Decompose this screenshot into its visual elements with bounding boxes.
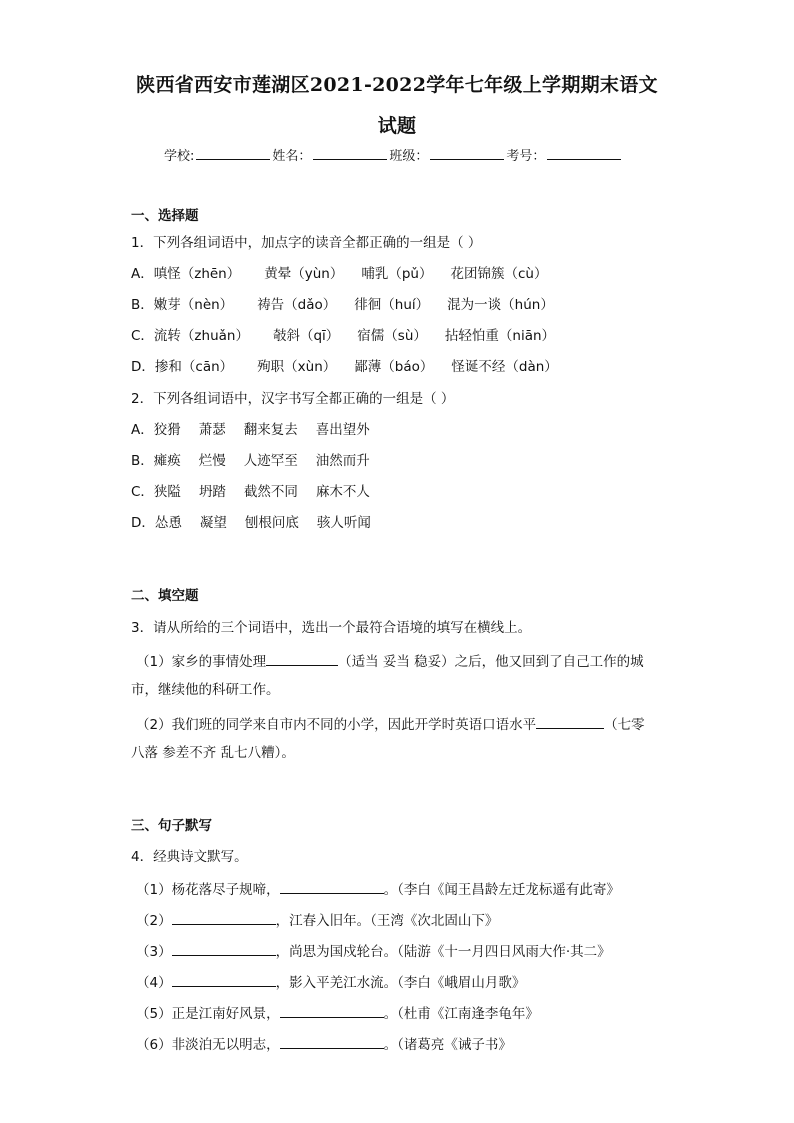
option-text: 人迹罕至: [243, 453, 298, 469]
item-text: （6）非淡泊无以明志，: [136, 1037, 280, 1053]
item-text: （3）: [136, 944, 172, 960]
option-text: 怪诞不经（dàn）: [451, 359, 558, 375]
option-text: B．嫩芽（nèn）: [131, 297, 234, 313]
section-heading: 二、填空题: [131, 588, 199, 604]
student-info-row: [164, 145, 623, 164]
number-label: 考号：: [506, 149, 546, 164]
item-text: 。（李白《闻王昌龄左迁龙标遥有此寄》: [383, 882, 620, 898]
item-text: 。（诸葛亮《诫子书》: [383, 1037, 512, 1053]
option-text: 喜出望外: [315, 422, 370, 438]
option-text: A．嗔怪（zhēn）: [131, 266, 241, 282]
option-b[interactable]: [131, 452, 370, 470]
option-text: 鄙薄（báo）: [354, 359, 434, 375]
option-d[interactable]: [131, 514, 371, 532]
class-blank[interactable]: [430, 146, 504, 160]
sub-question-continued: 八落 参差不齐 乱七八糟）。: [131, 745, 295, 761]
option-text: A．狡猾: [131, 422, 181, 438]
recitation-item: [136, 972, 525, 992]
option-text: 翻来复去: [243, 422, 298, 438]
recitation-item: [136, 1034, 512, 1054]
recitation-item: [136, 941, 611, 961]
option-text: 油然而升: [315, 453, 370, 469]
item-text: （5）正是江南好风景，: [136, 1006, 280, 1022]
option-text: 宿儒（sù）: [357, 328, 427, 344]
option-text: 麻木不人: [315, 484, 370, 500]
option-text: 拈轻怕重（niān）: [444, 328, 556, 344]
school-label: 学校:: [164, 149, 195, 164]
answer-blank[interactable]: [280, 1003, 384, 1018]
sub-question-text: （1）家乡的事情处理: [136, 654, 267, 670]
option-c[interactable]: [131, 483, 370, 501]
answer-blank[interactable]: [280, 1034, 384, 1049]
item-text: 。（杜甫《江南逢李龟年》: [383, 1006, 539, 1022]
answer-blank[interactable]: [280, 879, 384, 894]
option-text: 哺乳（pǔ）: [361, 266, 433, 282]
sub-question-text: （七零: [604, 717, 645, 733]
option-text: 烂慢: [198, 453, 226, 469]
answer-blank[interactable]: [536, 714, 604, 729]
exam-title-line2: 试题: [377, 115, 417, 137]
recitation-item: [136, 1003, 539, 1023]
class-label: 班级：: [389, 149, 429, 164]
question-stem: 1．下列各组词语中，加点字的读音全都正确的一组是（ ）: [131, 235, 482, 251]
sub-question-text: （2）我们班的同学来自市内不同的小学，因此开学时英语口语水平: [136, 717, 537, 733]
option-c[interactable]: [131, 327, 555, 345]
name-label: 姓名：: [272, 149, 312, 164]
option-text: 黄晕（yùn）: [264, 266, 344, 282]
option-text: 祷告（dǎo）: [257, 297, 337, 313]
sub-question: [136, 651, 644, 671]
option-text: C．流转（zhuǎn）: [131, 328, 249, 344]
question-stem: 2．下列各组词语中，汉字书写全都正确的一组是（ ）: [131, 391, 455, 407]
sub-question-continued: 市，继续他的科研工作。: [131, 682, 280, 698]
option-a[interactable]: [131, 421, 370, 439]
option-text: 花团锦簇（cù）: [450, 266, 548, 282]
option-text: 刨根问底: [244, 515, 299, 531]
option-text: 徘徊（huí）: [354, 297, 430, 313]
option-text: 殉职（xùn）: [257, 359, 337, 375]
item-text: ，尚思为国戍轮台。（陆游《十一月四日风雨大作·其二》: [275, 944, 611, 960]
sub-question: [136, 714, 645, 734]
question-stem: 4．经典诗文默写。: [131, 849, 248, 865]
option-text: 骇人听闻: [316, 515, 371, 531]
question-stem: 3．请从所给的三个词语中，选出一个最符合语境的填写在横线上。: [131, 620, 532, 636]
option-d[interactable]: [131, 358, 558, 376]
answer-blank[interactable]: [172, 972, 276, 987]
section-heading: 一、选择题: [131, 208, 199, 224]
option-text: 萧瑟: [198, 422, 226, 438]
exam-title-line1: 陕西省西安市莲湖区2021-2022学年七年级上学期期末语文: [136, 74, 658, 96]
option-b[interactable]: [131, 296, 554, 314]
item-text: ，江春入旧年。（王湾《次北固山下》: [275, 913, 499, 929]
item-text: （4）: [136, 975, 172, 991]
number-blank[interactable]: [547, 146, 621, 160]
option-text: 截然不同: [243, 484, 298, 500]
recitation-item: [136, 879, 620, 899]
sub-question-text: （适当 妥当 稳妥）之后，他又回到了自己工作的城: [338, 654, 644, 670]
option-text: B．瘫痪: [131, 453, 181, 469]
option-text: C．狭隘: [131, 484, 181, 500]
name-blank[interactable]: [313, 146, 387, 160]
item-text: ，影入平羌江水流。（李白《峨眉山月歌》: [275, 975, 526, 991]
item-text: （1）杨花落尽子规啼，: [136, 882, 280, 898]
answer-blank[interactable]: [172, 941, 276, 956]
option-text: D．掺和（cān）: [131, 359, 234, 375]
option-text: D．怂恿: [131, 515, 182, 531]
item-text: （2）: [136, 913, 172, 929]
option-text: 攲斜（qī）: [272, 328, 340, 344]
option-a[interactable]: [131, 265, 547, 283]
section-heading: 三、句子默写: [131, 818, 212, 834]
option-text: 混为一谈（hún）: [447, 297, 554, 313]
option-text: 坍踏: [198, 484, 226, 500]
answer-blank[interactable]: [266, 651, 338, 666]
option-text: 凝望: [199, 515, 227, 531]
school-blank[interactable]: [196, 146, 270, 160]
recitation-item: [136, 910, 498, 930]
answer-blank[interactable]: [172, 910, 276, 925]
